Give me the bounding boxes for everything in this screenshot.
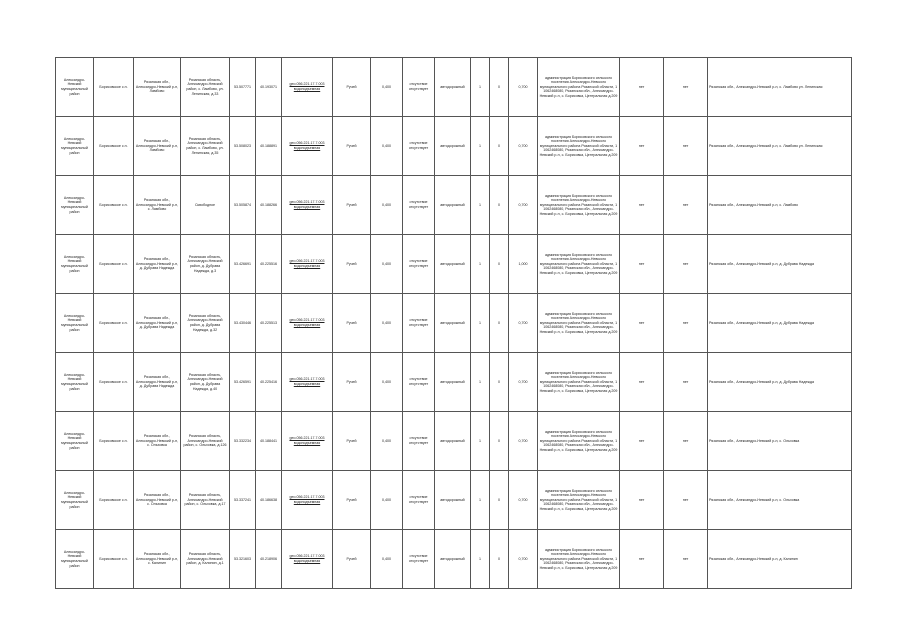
cell-address-full: Рязанская область, Александро-Невский район, д. Калинин, д.1 [181, 530, 230, 589]
cell-count-2: 0 [490, 412, 509, 471]
cell-count-1: 1 [471, 353, 490, 412]
cell-count-1: 1 [471, 235, 490, 294]
cell-size: 0,700 [509, 353, 538, 412]
cell-status: отсутствие отсутствует [403, 412, 435, 471]
cell-value: 0,400 [371, 412, 403, 471]
cell-method: автодорожный [435, 117, 471, 176]
cell-flag-2: нет [664, 471, 708, 530]
cell-location: Рязанская обл., Александро-Невский р-н, д. Дубрава Надежда [708, 235, 852, 294]
cell-settlement: Борисовское с.п. [94, 294, 134, 353]
table-row [56, 117, 852, 176]
cell-flag-1: нет [620, 235, 664, 294]
cell-district: Александро-Невский муниципальный район [56, 58, 94, 117]
cell-registry-link[interactable]: geo.056.221.17.7.003 водоподъемная [282, 117, 333, 176]
cell-flag-1: нет [620, 530, 664, 589]
table-row [56, 294, 852, 353]
cell-method: автодорожный [435, 353, 471, 412]
cell-owner: администрация Борисовского сельского поселения Александро-Невского муниципального района Рязанской области, 1 1062468080, Рязанская обл., Александро-Невский р-н, с. Борисовка, Центральная д.209 [538, 353, 620, 412]
cell-value: 0,400 [371, 294, 403, 353]
cell-owner: администрация Борисовского сельского поселения Александро-Невского муниципального района Рязанской области, 1 1062468080, Рязанская обл., Александро-Невский р-н, с. Борисовка, Центральная д.209 [538, 294, 620, 353]
cell-latitude: 53.337241 [230, 471, 256, 530]
cell-location: Рязанская обл., Александро-Невский р-н, с. Ламбово ул. Ленинская [708, 58, 852, 117]
cell-owner: администрация Борисовского сельского поселения Александро-Невского муниципального района Рязанской области, 1 1062468080, Рязанская обл., Александро-Невский р-н, с. Борисовка, Центральная д.209 [538, 117, 620, 176]
cell-settlement: Борисовское с.п. [94, 117, 134, 176]
cell-method: автодорожный [435, 412, 471, 471]
cell-count-2: 0 [490, 294, 509, 353]
cell-flag-2: нет [664, 294, 708, 353]
cell-address-short: Рязанская обл., Александро-Невский р-н, с. Ламбово [134, 176, 181, 235]
cell-owner: администрация Борисовского сельского поселения Александро-Невского муниципального района Рязанской области, 1 1062468080, Рязанская обл., Александро-Невский р-н, с. Борисовка, Центральная д.209 [538, 235, 620, 294]
cell-flag-2: нет [664, 117, 708, 176]
cell-type: Ручей [333, 58, 371, 117]
cell-longitude: 40.193071 [256, 58, 282, 117]
cell-status: отсутствие отсутствует [403, 530, 435, 589]
cell-registry-link[interactable]: geo.056.221.17.7.003 водоподъемная [282, 58, 333, 117]
cell-type: Ручей [333, 117, 371, 176]
cell-type: Ручей [333, 471, 371, 530]
cell-count-2: 0 [490, 117, 509, 176]
cell-address-full: Рязанская область, Александро-Невский район, с. Ламбово, ул. Ленинская, д.33 [181, 58, 230, 117]
cell-owner: администрация Борисовского сельского поселения Александро-Невского муниципального района Рязанской области, 1 1062468080, Рязанская обл., Александро-Невский р-н, с. Борисовка, Центральная д.209 [538, 412, 620, 471]
cell-location: Рязанская обл., Александро-Невский р-н, с. Ламбово [708, 176, 852, 235]
table-row [56, 412, 852, 471]
cell-method: автодорожный [435, 530, 471, 589]
cell-registry-link[interactable]: geo.056.221.17.7.003 водоподъемная [282, 294, 333, 353]
table-row [56, 471, 852, 530]
cell-latitude: 53.507771 [230, 58, 256, 117]
cell-longitude: 40.188266 [256, 176, 282, 235]
cell-count-1: 1 [471, 412, 490, 471]
cell-latitude: 53.505874 [230, 176, 256, 235]
cell-flag-1: нет [620, 176, 664, 235]
cell-settlement: Борисовское с.п. [94, 471, 134, 530]
cell-method: автодорожный [435, 471, 471, 530]
cell-count-1: 1 [471, 530, 490, 589]
cell-count-2: 0 [490, 235, 509, 294]
cell-count-2: 0 [490, 471, 509, 530]
cell-registry-link[interactable]: geo.056.221.17.7.003 водоподъемная [282, 530, 333, 589]
cell-count-1: 1 [471, 58, 490, 117]
cell-method: автодорожный [435, 294, 471, 353]
cell-latitude: 53.426591 [230, 353, 256, 412]
cell-address-full: Рязанская область, Александро-Невский район, д. Дубрава Надежда, д.3 [181, 235, 230, 294]
table-row [56, 353, 852, 412]
cell-type: Ручей [333, 176, 371, 235]
cell-registry-link[interactable]: geo.056.221.17.7.003 водоподъемная [282, 471, 333, 530]
cell-address-short: Рязанская обл., Александро-Невский р-н, с. Ольховка [134, 471, 181, 530]
cell-flag-2: нет [664, 353, 708, 412]
cell-address-full: Сквободное [181, 176, 230, 235]
cell-flag-2: нет [664, 412, 708, 471]
cell-value: 0,400 [371, 353, 403, 412]
cell-address-short: Рязанская обл., Александро-Невский р-н, с. Ольховка [134, 412, 181, 471]
cell-longitude: 40.225513 [256, 294, 282, 353]
cell-value: 0,400 [371, 176, 403, 235]
cell-address-short: Рязанская обл., Александро-Невский р-н, с. Калинин [134, 530, 181, 589]
cell-owner: администрация Борисовского сельского поселения Александро-Невского муниципального района Рязанской области, 1 1062468080, Рязанская обл., Александро-Невский р-н, с. Борисовка, Центральная д.209 [538, 530, 620, 589]
cell-value: 0,400 [371, 58, 403, 117]
cell-type: Ручей [333, 294, 371, 353]
cell-longitude: 40.186638 [256, 471, 282, 530]
cell-location: Рязанская обл., Александро-Невский р-н, д. Калинин [708, 530, 852, 589]
cell-longitude: 40.188441 [256, 412, 282, 471]
cell-latitude: 53.426691 [230, 235, 256, 294]
cell-value: 0,400 [371, 235, 403, 294]
cell-address-short: Рязанская обл., Александро-Невский р-н, Ламбово [134, 58, 181, 117]
cell-location: Рязанская обл., Александро-Невский р-н, д. Дубрава Надежда [708, 353, 852, 412]
cell-settlement: Борисовское с.п. [94, 58, 134, 117]
cell-status: отсутствие отсутствует [403, 176, 435, 235]
cell-size: 0,700 [509, 471, 538, 530]
cell-settlement: Борисовское с.п. [94, 530, 134, 589]
cell-size: 0,700 [509, 176, 538, 235]
cell-size: 0,700 [509, 530, 538, 589]
cell-status: отсутствие отсутствует [403, 294, 435, 353]
cell-size: 1,000 [509, 235, 538, 294]
cell-address-short: Рязанская обл., Александро-Невский р-н, д. Дубрава Надежда [134, 235, 181, 294]
cell-size: 0,700 [509, 412, 538, 471]
cell-value: 0,400 [371, 471, 403, 530]
cell-count-2: 0 [490, 353, 509, 412]
cell-district: Александро-Невский муниципальный район [56, 471, 94, 530]
cell-address-full: Рязанская область, Александро-Невский район, д. Дубрава Надежда, д.40 [181, 353, 230, 412]
cell-flag-1: нет [620, 117, 664, 176]
cell-count-2: 0 [490, 58, 509, 117]
cell-latitude: 53.508023 [230, 117, 256, 176]
cell-registry-link[interactable]: geo.056.221.17.7.003 водоподъемная [282, 176, 333, 235]
cell-flag-2: нет [664, 530, 708, 589]
cell-owner: администрация Борисовского сельского поселения Александро-Невского муниципального района Рязанской области, 1 1062468080, Рязанская обл., Александро-Невский р-н, с. Борисовка, Центральная д.209 [538, 471, 620, 530]
cell-count-1: 1 [471, 117, 490, 176]
registry-table [55, 57, 852, 589]
cell-settlement: Борисовское с.п. [94, 353, 134, 412]
table-body [56, 58, 852, 589]
cell-owner: администрация Борисовского сельского поселения Александро-Невского муниципального района Рязанской области, 1 1062468080, Рязанская обл., Александро-Невский р-н, с. Борисовка, Центральная д.209 [538, 176, 620, 235]
cell-address-full: Рязанская область, Александро-Невский район, с. Ламбово, ул. Ленинская, д.35 [181, 117, 230, 176]
cell-latitude: 53.321603 [230, 530, 256, 589]
cell-count-1: 1 [471, 294, 490, 353]
cell-flag-1: нет [620, 471, 664, 530]
cell-registry-link[interactable]: geo.056.221.17.7.003 водоподъемная [282, 235, 333, 294]
cell-location: Рязанская обл., Александро-Невский р-н, д. Дубрава Надежда [708, 294, 852, 353]
cell-count-2: 0 [490, 530, 509, 589]
cell-longitude: 40.188891 [256, 117, 282, 176]
cell-address-short: Рязанская обл., Александро-Невский р-н, Ламбово [134, 117, 181, 176]
cell-status: отсутствие отсутствует [403, 235, 435, 294]
cell-address-full: Рязанская область, Александро-Невский район, с. Ольховка, д.17 [181, 471, 230, 530]
cell-latitude: 53.430446 [230, 294, 256, 353]
cell-type: Ручей [333, 235, 371, 294]
cell-longitude: 40.225516 [256, 235, 282, 294]
cell-flag-1: нет [620, 58, 664, 117]
cell-district: Александро-Невский муниципальный район [56, 353, 94, 412]
cell-type: Ручей [333, 412, 371, 471]
cell-longitude: 40.225416 [256, 353, 282, 412]
cell-owner: администрация Борисовского сельского поселения Александро-Невского муниципального района Рязанской области, 1 1062468080, Рязанская обл., Александро-Невский р-н, с. Борисовка, Центральная д.209 [538, 58, 620, 117]
cell-district: Александро-Невский муниципальный район [56, 294, 94, 353]
cell-type: Ручей [333, 353, 371, 412]
cell-district: Александро-Невский муниципальный район [56, 530, 94, 589]
cell-status: отсутствие отсутствует [403, 353, 435, 412]
cell-longitude: 40.218906 [256, 530, 282, 589]
cell-flag-2: нет [664, 176, 708, 235]
cell-flag-1: нет [620, 294, 664, 353]
cell-address-full: Рязанская область, Александро-Невский район, д. Дубрава Надежда, д.32 [181, 294, 230, 353]
cell-district: Александро-Невский муниципальный район [56, 235, 94, 294]
cell-district: Александро-Невский муниципальный район [56, 176, 94, 235]
cell-count-2: 0 [490, 176, 509, 235]
table-row [56, 235, 852, 294]
cell-district: Александро-Невский муниципальный район [56, 117, 94, 176]
cell-method: автодорожный [435, 235, 471, 294]
cell-method: автодорожный [435, 176, 471, 235]
table-row [56, 530, 852, 589]
cell-latitude: 53.332234 [230, 412, 256, 471]
cell-status: отсутствие отсутствует [403, 117, 435, 176]
cell-value: 0,400 [371, 117, 403, 176]
cell-method: автодорожный [435, 58, 471, 117]
cell-size: 0,700 [509, 58, 538, 117]
cell-settlement: Борисовское с.п. [94, 235, 134, 294]
cell-flag-1: нет [620, 353, 664, 412]
cell-address-full: Рязанская область, Александро-Невский район, с. Ольховка, д.126 [181, 412, 230, 471]
cell-size: 0,700 [509, 294, 538, 353]
cell-status: отсутствие отсутствует [403, 58, 435, 117]
cell-flag-2: нет [664, 58, 708, 117]
cell-count-1: 1 [471, 176, 490, 235]
cell-registry-link[interactable]: geo.056.221.17.7.003 водоподъемная [282, 412, 333, 471]
cell-location: Рязанская обл., Александро-Невский р-н, с. Ламбово ул. Ленинская [708, 117, 852, 176]
cell-value: 0,400 [371, 530, 403, 589]
cell-settlement: Борисовское с.п. [94, 412, 134, 471]
table-row [56, 58, 852, 117]
cell-location: Рязанская обл., Александро-Невский р-н, с. Ольховка [708, 471, 852, 530]
cell-count-1: 1 [471, 471, 490, 530]
cell-flag-1: нет [620, 412, 664, 471]
cell-district: Александро-Невский муниципальный район [56, 412, 94, 471]
cell-address-short: Рязанская обл., Александро-Невский р-н, д. Дубрава Надежда [134, 294, 181, 353]
cell-address-short: Рязанская обл., Александро-Невский р-н, д. Дубрава Надежда [134, 353, 181, 412]
cell-registry-link[interactable]: geo.056.221.17.7.003 водоподъемная [282, 353, 333, 412]
cell-status: отсутствие отсутствует [403, 471, 435, 530]
cell-settlement: Борисовское с.п. [94, 176, 134, 235]
cell-type: Ручей [333, 530, 371, 589]
table-row [56, 176, 852, 235]
cell-location: Рязанская обл., Александро-Невский р-н, с. Ольховка [708, 412, 852, 471]
cell-flag-2: нет [664, 235, 708, 294]
cell-size: 0,700 [509, 117, 538, 176]
